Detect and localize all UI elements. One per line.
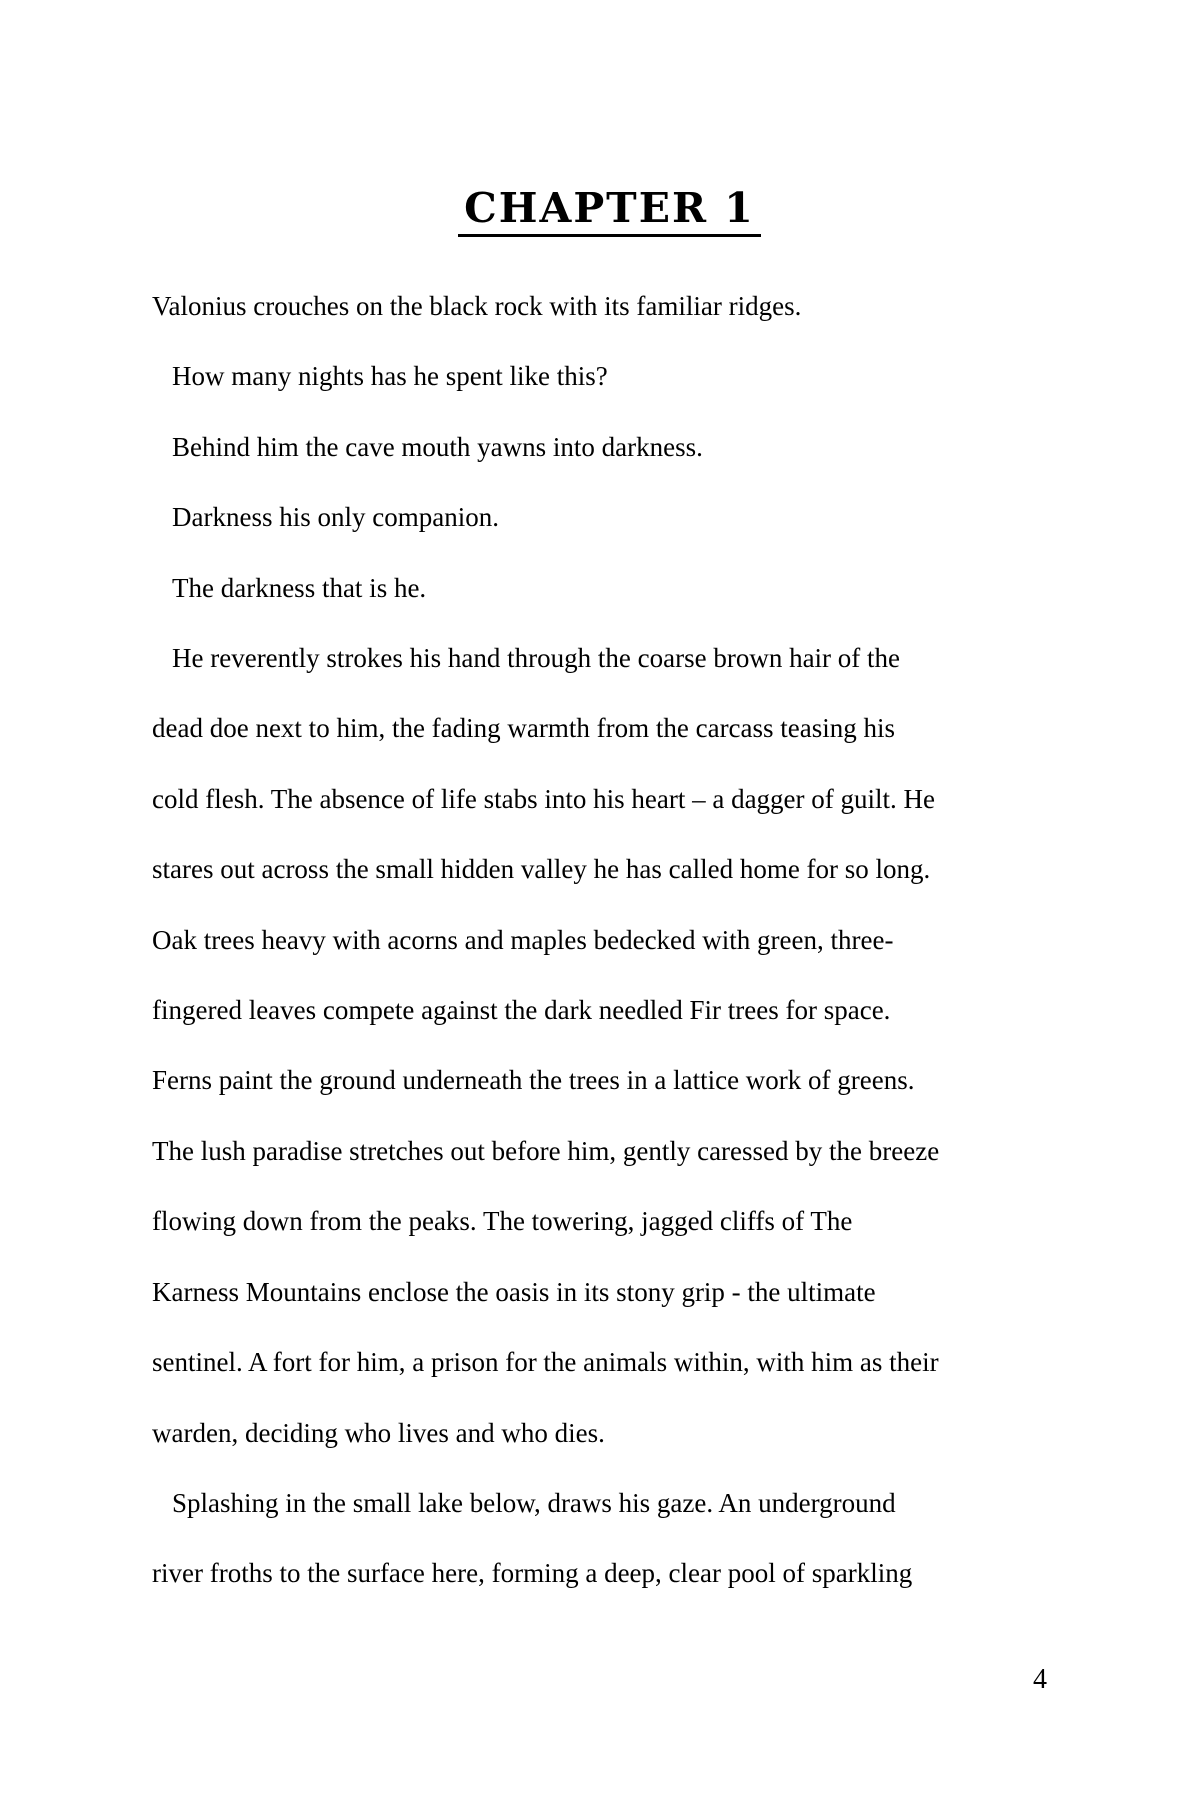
text-line: He reverently strokes his hand through the coarse brown hair of the xyxy=(172,643,901,674)
text-line: Karness Mountains enclose the oasis in its stony grip - the ultimate xyxy=(152,1276,876,1307)
page-number: 4 xyxy=(1033,1664,1047,1695)
text-line: Oak trees heavy with acorns and maples bedecked with green, three- xyxy=(152,924,894,955)
text-line: Behind him the cave mouth yawns into darkness. xyxy=(172,431,703,462)
text-line: Darkness his only companion. xyxy=(172,502,499,533)
text-line: Ferns paint the ground underneath the trees in a lattice work of greens. xyxy=(152,1065,915,1096)
text-line: Splashing in the small lake below, draws his gaze. An underground xyxy=(172,1487,896,1518)
text-line: The lush paradise stretches out before him, gently caressed by the breeze xyxy=(152,1135,940,1166)
text-line: fingered leaves compete against the dark needled Fir trees for space. xyxy=(152,995,891,1026)
text-line: The darkness that is he. xyxy=(172,572,427,603)
chapter-title-container xyxy=(152,186,1067,237)
text-line: dead doe next to him, the fading warmth from the carcass teasing his xyxy=(152,713,896,744)
text-line: cold flesh. The absence of life stabs into his heart – a dagger of guilt. He xyxy=(152,783,936,814)
chapter-title: CHAPTER 1 xyxy=(458,186,761,237)
body-text xyxy=(152,271,1082,1609)
text-line: How many nights has he spent like this? xyxy=(172,361,608,392)
text-line: sentinel. A fort for him, a prison for the animals within, with him as their xyxy=(152,1347,939,1378)
text-line: Valonius crouches on the black rock with its familiar ridges. xyxy=(152,291,802,321)
text-line: river froths to the surface here, forming a deep, clear pool of sparkling xyxy=(152,1558,913,1589)
text-line: warden, deciding who lives and who dies. xyxy=(152,1417,605,1448)
text-line: stares out across the small hidden valley he has called home for so long. xyxy=(152,854,931,885)
text-line: flowing down from the peaks. The towering, jagged cliffs of The xyxy=(152,1206,853,1237)
